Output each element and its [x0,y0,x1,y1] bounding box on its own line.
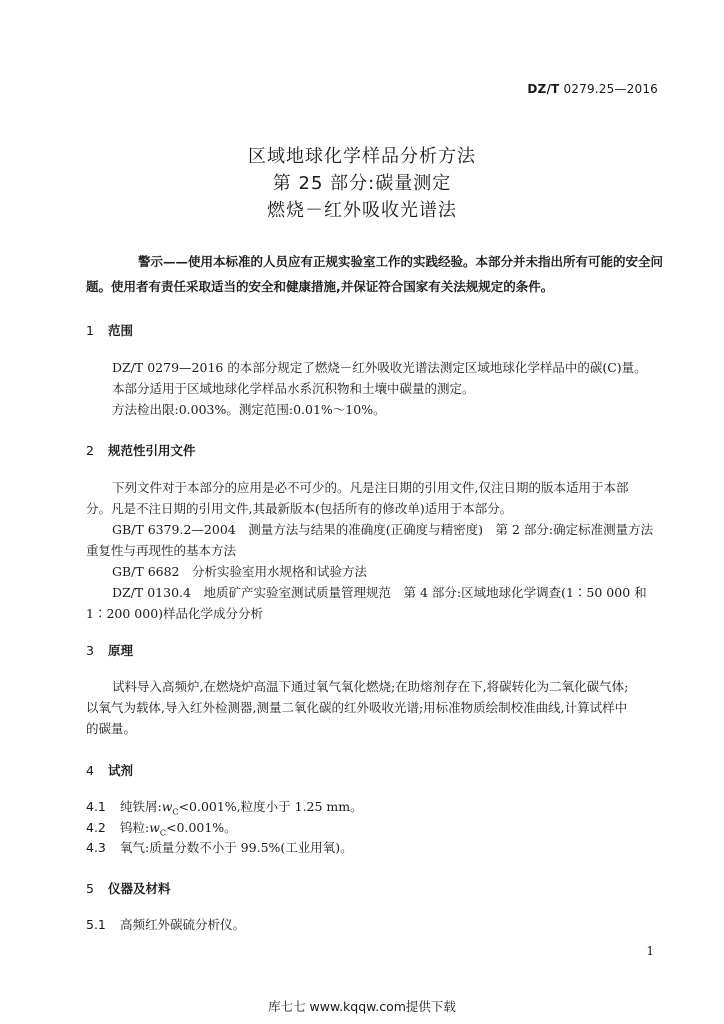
section-body-principle [86,676,658,739]
warning-paragraph [86,249,664,299]
mass-fraction-subscript: C [172,807,179,817]
mass-fraction-symbol: w [149,820,160,835]
paragraph-line: 本部分适用于区域地球化学样品水系沉积物和土壤中碳量的测定。 [112,381,475,396]
mass-fraction-subscript: C [159,828,167,838]
reagent-item [86,797,363,817]
paragraph-line: 试料导入高频炉,在燃烧炉高温下通过氧气氧化燃烧;在助熔剂存在下,将碳转化为二氧化碳气体; [112,679,629,694]
reference-item-continued: 重复性与再现性的基本方法 [86,543,237,558]
reagent-item [86,818,237,838]
section-number: 5 [86,881,94,896]
item-text-post: <0.001%,粒度小于 1.25 mm。 [178,799,363,814]
standard-code-number: 0279.25—2016 [563,82,658,96]
section-title: 范围 [108,323,134,338]
paragraph-line: 以氧气为载体,导入红外检测器,测量二氧化碳的红外吸收光谱;用标准物质绘制校准曲线,计算试样中 [86,700,628,715]
section-heading-apparatus [86,879,171,897]
section-title: 规范性引用文件 [108,443,196,458]
item-number: 4.2 [86,820,106,835]
section-body-normative-references [86,477,658,624]
section-body-scope [86,357,658,420]
document-title [0,143,724,224]
standard-code-prefix: DZ/T [527,82,560,96]
item-number: 5.1 [86,917,106,932]
paragraph-line: DZ/T 0279—2016 的本部分规定了燃烧－红外吸收光谱法测定区域地球化学样品中的碳(C)量。 [112,360,647,375]
paragraph-line: 下列文件对于本部分的应用是必不可少的。凡是注日期的引用文件,仅注日期的版本适用于本部 [112,480,629,495]
title-line-1: 区域地球化学样品分析方法 [248,146,476,167]
section-title: 试剂 [108,763,134,778]
section-heading-reagents [86,761,133,779]
title-line-2: 第 25 部分:碳量测定 [272,173,452,194]
item-text-pre: 钨粒: [120,820,150,835]
section-number: 1 [86,323,94,338]
reagent-item [86,838,353,856]
reference-item: GB/T 6682 分析实验室用水规格和试验方法 [112,564,368,579]
section-heading-principle [86,641,133,659]
standard-code [527,82,658,96]
reference-item: DZ/T 0130.4 地质矿产实验室测试质量管理规范 第 4 部分:区域地球化学调查(1∶50 000 和 [112,585,647,600]
title-line-3: 燃烧－红外吸收光谱法 [267,200,457,221]
section-number: 4 [86,763,94,778]
mass-fraction-symbol: w [161,799,173,814]
section-heading-scope [86,321,133,339]
warning-line: 警示——使用本标准的人员应有正规实验室工作的实践经验。本部分并未指出所有可能的安全问 [138,254,664,269]
paragraph-line: 方法检出限:0.003%。测定范围:0.01%～10%。 [112,402,386,417]
section-heading-normative-references [86,441,196,459]
section-number: 3 [86,643,94,658]
item-number: 4.3 [86,840,106,855]
item-text: 氧气:质量分数不小于 99.5%(工业用氧)。 [120,840,353,855]
item-number: 4.1 [86,799,106,814]
item-text-post: <0.001%。 [166,820,237,835]
item-text: 高频红外碳硫分析仪。 [120,917,246,932]
item-text-pre: 纯铁屑: [120,799,162,814]
download-footer: 库七七 www.kqqw.com提供下载 [268,999,456,1014]
section-title: 仪器及材料 [108,881,171,896]
page-number: 1 [646,944,654,958]
reference-item: GB/T 6379.2—2004 测量方法与结果的准确度(正确度与精密度) 第 2 部分:确定标准测量方法 [112,522,654,537]
apparatus-item [86,915,245,933]
section-title: 原理 [108,643,134,658]
section-number: 2 [86,443,94,458]
reference-item-continued: 1∶200 000)样品化学成分分析 [86,606,264,621]
paragraph-line: 分。凡是不注日期的引用文件,其最新版本(包括所有的修改单)适用于本部分。 [86,501,513,516]
paragraph-line: 的碳量。 [86,721,137,736]
warning-line: 题。使用者有责任采取适当的安全和健康措施,并保证符合国家有关法规规定的条件。 [86,279,554,294]
